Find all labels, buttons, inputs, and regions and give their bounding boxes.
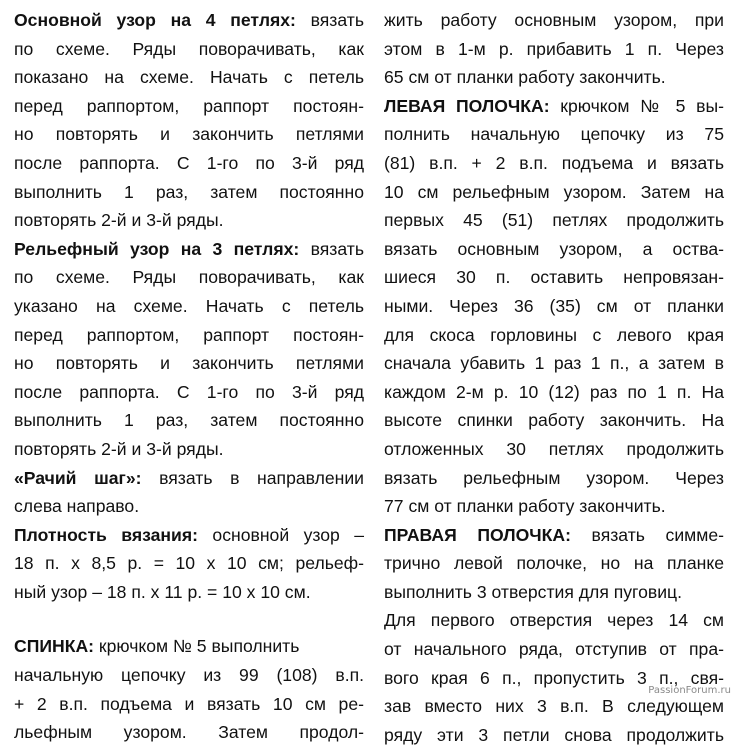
line-text: 77 см от планки работу закончить. bbox=[384, 496, 666, 517]
text-line bbox=[14, 321, 364, 350]
line-text: зав вместо них 3 в.п. В следующем bbox=[384, 696, 724, 717]
line-text: по схеме. Ряды поворачивать, как bbox=[14, 38, 364, 59]
text-line bbox=[14, 578, 364, 607]
line-text: выполнить 1 раз, затем постоянно bbox=[14, 181, 364, 202]
line-text: вязать основным узором, а оства- bbox=[384, 238, 724, 259]
text-line bbox=[384, 692, 724, 721]
line-text: для скоса горловины с левого края bbox=[384, 324, 724, 345]
text-line bbox=[384, 435, 724, 464]
line-text: указано на схеме. Начать с петель bbox=[14, 295, 364, 316]
text-line bbox=[14, 718, 364, 747]
line-text: основной узор – bbox=[198, 524, 364, 545]
text-line bbox=[384, 549, 724, 578]
line-text: повторять 2-й и 3-й ряды. bbox=[14, 438, 224, 459]
line-text: жить работу основным узором, при bbox=[384, 10, 724, 30]
text-line bbox=[384, 63, 724, 92]
text-line bbox=[14, 292, 364, 321]
line-text: показано на схеме. Начать с петель bbox=[14, 67, 364, 88]
right-column bbox=[384, 6, 724, 749]
text-line bbox=[14, 120, 364, 149]
line-text: выполнить 3 отверстия для пуговиц. bbox=[384, 581, 683, 602]
text-line bbox=[14, 378, 364, 407]
line-text: ный узор – 18 п. х 11 р. = 10 х 10 см. bbox=[14, 581, 311, 602]
line-text: 10 см рельефным узором. Затем на bbox=[384, 181, 724, 202]
line-text: 18 п. х 8,5 р. = 10 х 10 см; рельеф- bbox=[14, 553, 364, 574]
text-line bbox=[14, 690, 364, 719]
text-line bbox=[384, 606, 724, 635]
text-line bbox=[384, 92, 724, 121]
line-text: Для первого отверстия через 14 см bbox=[384, 610, 724, 631]
text-line bbox=[14, 435, 364, 464]
text-line bbox=[14, 521, 364, 550]
text-line bbox=[384, 263, 724, 292]
text-line bbox=[384, 406, 724, 435]
text-line bbox=[384, 492, 724, 521]
text-line bbox=[14, 35, 364, 64]
line-text: высоте спинки работу закончить. На bbox=[384, 410, 724, 431]
line-text: шиеся 30 п. оставить непровязан- bbox=[384, 267, 724, 288]
line-text: вязать рельефным узором. Через bbox=[384, 467, 724, 488]
text-line bbox=[384, 6, 724, 35]
text-line bbox=[384, 292, 724, 321]
text-line bbox=[384, 235, 724, 264]
line-text: первых 45 (51) петлях продолжить bbox=[384, 210, 724, 231]
section-heading: Рельефный узор на 3 петлях: bbox=[14, 238, 300, 259]
line-text: перед раппортом, раппорт постоян- bbox=[14, 324, 364, 345]
text-line bbox=[14, 63, 364, 92]
line-text: каждом 2-м р. 10 (12) раз по 1 п. На bbox=[384, 381, 724, 402]
line-text: 65 см от планки работу закончить. bbox=[384, 67, 666, 88]
text-line bbox=[384, 378, 724, 407]
section-heading: Плотность вязания: bbox=[14, 524, 198, 545]
line-text: сначала убавить 1 раз 1 п., а затем в bbox=[384, 353, 724, 374]
line-text: по схеме. Ряды поворачивать, как bbox=[14, 267, 364, 288]
line-text: выполнить 1 раз, затем постоянно bbox=[14, 410, 364, 431]
line-text: вязать симме- bbox=[570, 524, 724, 545]
text-line bbox=[14, 6, 364, 35]
left-column bbox=[14, 6, 364, 747]
section-gap bbox=[14, 606, 364, 632]
line-text: но повторять и закончить петлями bbox=[14, 353, 364, 374]
text-line bbox=[384, 521, 724, 550]
text-line bbox=[14, 206, 364, 235]
text-line bbox=[14, 178, 364, 207]
text-line bbox=[14, 235, 364, 264]
text-line bbox=[384, 578, 724, 607]
section-heading: ПРАВАЯ ПОЛОЧКА: bbox=[384, 524, 571, 545]
line-text: ряду эти 3 петли снова продолжить bbox=[384, 724, 724, 745]
line-text: перед раппортом, раппорт постоян- bbox=[14, 95, 364, 116]
line-text: от начального ряда, отступив от пра- bbox=[384, 639, 724, 660]
line-text: отложенных 30 петлях продолжить bbox=[384, 438, 724, 459]
text-line bbox=[384, 349, 724, 378]
line-text: вого края 6 п., пропустить 3 п., свя- bbox=[384, 667, 724, 688]
section-heading: СПИНКА: bbox=[14, 636, 95, 657]
line-text: слева направо. bbox=[14, 496, 140, 517]
text-line bbox=[384, 149, 724, 178]
section-heading: ЛЕВАЯ ПОЛОЧКА: bbox=[384, 95, 550, 116]
line-text: после раппорта. С 1-го по 3-й ряд bbox=[14, 152, 364, 173]
text-line bbox=[14, 464, 364, 493]
line-text: + 2 в.п. подъема и вязать 10 см ре- bbox=[14, 693, 364, 714]
text-line bbox=[14, 661, 364, 690]
text-line bbox=[384, 635, 724, 664]
text-line bbox=[14, 92, 364, 121]
text-line bbox=[384, 178, 724, 207]
text-line bbox=[384, 35, 724, 64]
text-line bbox=[14, 406, 364, 435]
text-line bbox=[14, 632, 364, 661]
line-text: вязать bbox=[295, 10, 364, 30]
text-line bbox=[384, 120, 724, 149]
line-text: крючком № 5 вы- bbox=[549, 95, 724, 116]
line-text: льефным узором. Затем продол- bbox=[14, 722, 364, 743]
line-text: вязать bbox=[299, 238, 364, 259]
line-text: после раппорта. С 1-го по 3-й ряд bbox=[14, 381, 364, 402]
text-line bbox=[14, 349, 364, 378]
section-heading: «Рачий шаг»: bbox=[14, 467, 142, 488]
text-line bbox=[14, 492, 364, 521]
line-text: вязать в направлении bbox=[141, 467, 364, 488]
text-line bbox=[384, 464, 724, 493]
text-line bbox=[14, 549, 364, 578]
line-text: начальную цепочку из 99 (108) в.п. bbox=[14, 665, 364, 686]
line-text: крючком № 5 выполнить bbox=[94, 636, 300, 657]
line-text: этом в 1-м р. прибавить 1 п. Через bbox=[384, 38, 724, 59]
text-line bbox=[384, 321, 724, 350]
text-line bbox=[14, 149, 364, 178]
line-text: полнить начальную цепочку из 75 bbox=[384, 124, 724, 145]
section-heading: Основной узор на 4 петлях: bbox=[14, 10, 296, 30]
text-line bbox=[384, 206, 724, 235]
line-text: трично левой полочке, но на планке bbox=[384, 553, 724, 574]
line-text: (81) в.п. + 2 в.п. подъема и вязать bbox=[384, 152, 724, 173]
line-text: повторять 2-й и 3-й ряды. bbox=[14, 210, 224, 231]
line-text: ными. Через 36 (35) см от планки bbox=[384, 295, 724, 316]
watermark: PassionForum.ru bbox=[648, 685, 731, 696]
text-line bbox=[384, 721, 724, 749]
text-line bbox=[14, 263, 364, 292]
line-text: но повторять и закончить петлями bbox=[14, 124, 364, 145]
